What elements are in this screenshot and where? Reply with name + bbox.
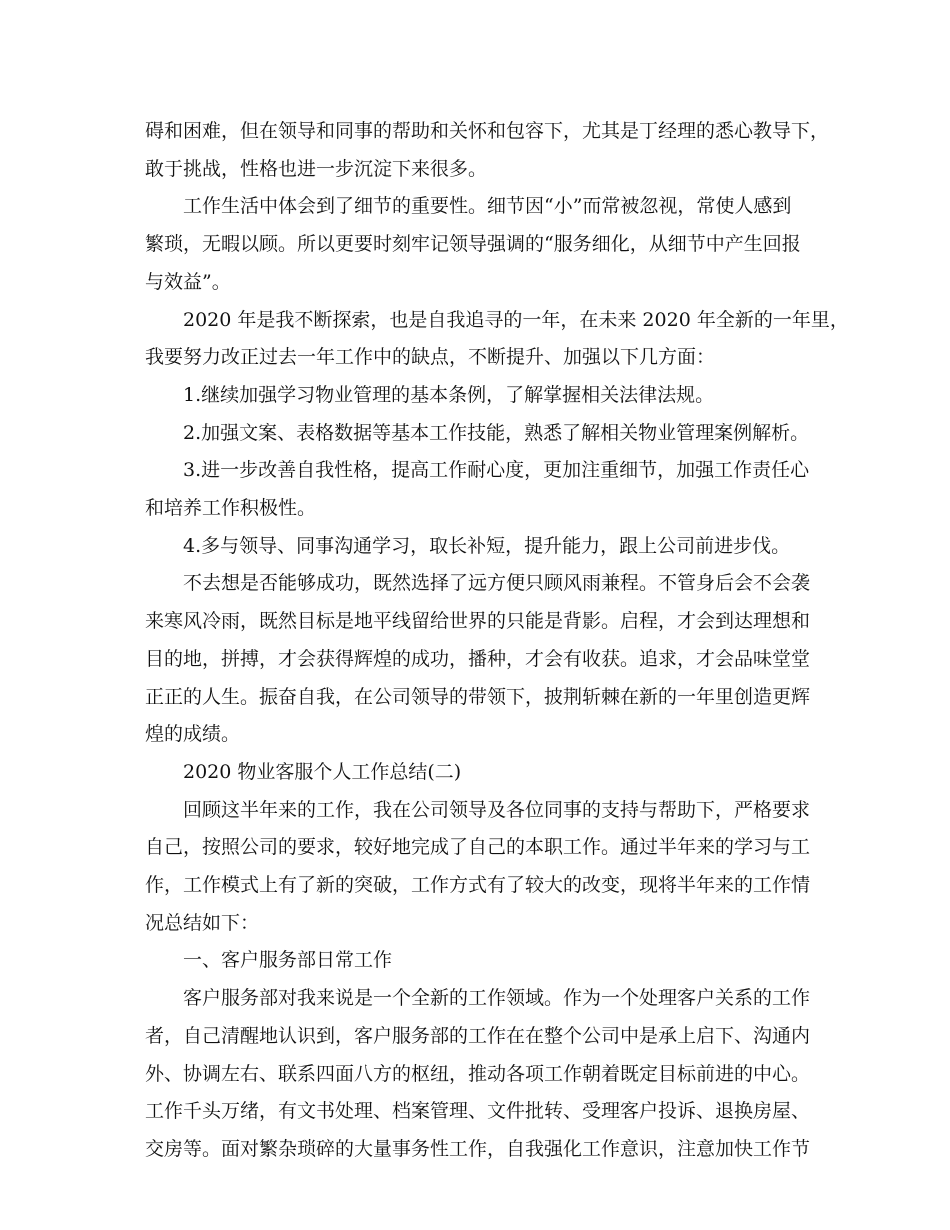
text-line: 一、客户服务部日常工作 <box>183 949 393 972</box>
text-line: 工作生活中体会到了细节的重要性。细节因“小”而常被忽视，常使人感到 <box>183 195 792 218</box>
text-line: 自己，按照公司的要求，较好地完成了自己的本职工作。通过半年来的学习与工 <box>145 836 811 859</box>
text-line: 工作千头万绪，有文书处理、档案管理、文件批转、受理客户投诉、退换房屋、 <box>145 1100 811 1123</box>
text-line: 3.进一步改善自我性格，提高工作耐心度，更加注重细节，加强工作责任心 <box>183 459 810 482</box>
text-line: 2.加强文案、表格数据等基本工作技能，熟悉了解相关物业管理案例解析。 <box>183 421 810 444</box>
text-line: 正正的人生。振奋自我，在公司领导的带领下，披荆斩棘在新的一年里创造更辉 <box>145 685 811 708</box>
text-line: 煌的成绩。 <box>145 723 241 746</box>
text-line: 来寒风冷雨，既然目标是地平线留给世界的只能是背影。启程，才会到达理想和 <box>145 610 811 633</box>
text-line: 不去想是否能够成功，既然选择了远方便只顾风雨兼程。不管身后会不会袭 <box>183 572 811 595</box>
text-line: 和培养工作积极性。 <box>145 497 317 520</box>
text-line: 2020 年是我不断探索，也是自我追寻的一年，在未来 2020 年全新的一年里， <box>183 308 849 331</box>
document-body <box>145 113 849 1169</box>
text-line: 1.继续加强学习物业管理的基本条例，了解掌握相关法律法规。 <box>183 383 715 406</box>
text-line: 回顾这半年来的工作，我在公司领导及各位同事的支持与帮助下，严格要求 <box>183 798 811 821</box>
text-line: 交房等。面对繁杂琐碎的大量事务性工作，自我强化工作意识，注意加快工作节 <box>145 1137 811 1160</box>
text-line: 客户服务部对我来说是一个全新的工作领域。作为一个处理客户关系的工作 <box>183 987 811 1010</box>
text-line: 我要努力改正过去一年工作中的缺点，不断提升、加强以下几方面： <box>145 346 716 369</box>
text-line: 2020 物业客服个人工作总结(二) <box>183 760 462 783</box>
text-line: 碍和困难，但在领导和同事的帮助和关怀和包容下，尤其是丁经理的悉心教导下， <box>145 120 830 142</box>
text-line: 况总结如下： <box>145 911 260 934</box>
text-line: 者，自己清醒地认识到，客户服务部的工作在在整个公司中是承上启下、沟通内 <box>145 1024 811 1047</box>
text-line: 作，工作模式上有了新的突破，工作方式有了较大的改变，现将半年来的工作情 <box>145 874 811 897</box>
text-line: 与效益”。 <box>145 270 231 293</box>
text-line: 敢于挑战，性格也进一步沉淀下来很多。 <box>145 157 488 180</box>
text-line: 繁琐，无暇以顾。所以更要时刻牢记领导强调的“服务细化，从细节中产生回报 <box>145 233 801 256</box>
text-line: 外、协调左右、联系四面八方的枢纽，推动各项工作朝着既定目标前进的中心。 <box>145 1062 811 1085</box>
text-line: 目的地，拼搏，才会获得辉煌的成功，播种，才会有收获。追求，才会品味堂堂 <box>145 647 811 670</box>
text-line: 4.多与领导、同事沟通学习，取长补短，提升能力，跟上公司前进步伐。 <box>183 534 791 557</box>
